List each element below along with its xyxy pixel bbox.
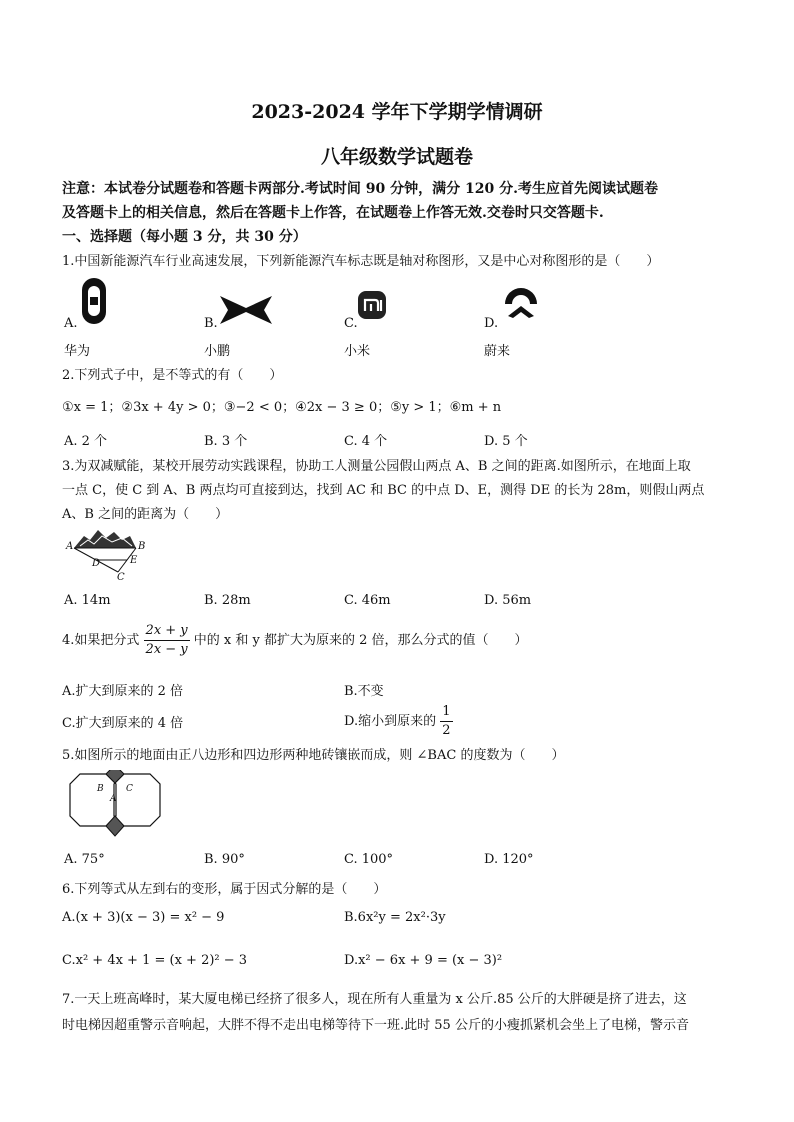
q2-option-b: B. 3 个 xyxy=(204,434,248,449)
q1-stem: 1.中国新能源汽车行业高速发展，下列新能源汽车标志既是轴对称图形，又是中心对称图形的是（ ） xyxy=(62,254,660,269)
exam-subtitle: 八年级数学试题卷 xyxy=(320,146,473,168)
q6-option-b: B.6x²y = 2x²·3y xyxy=(344,910,446,925)
q1-option-a: A. xyxy=(64,316,78,331)
q5-option-b: B. 90° xyxy=(204,852,245,867)
q7-line-1: 7.一天上班高峰时，某大厦电梯已经挤了很多人，现在所有人重量为 x 公斤.85 公斤的大胖硬是挤了进去，这 xyxy=(62,992,687,1007)
q5-label-a: A xyxy=(110,794,117,804)
notice-line-2: 及答题卡上的相关信息，然后在答题卡上作答，在试题卷上作答无效.交卷时只交答题卡. xyxy=(62,205,604,221)
q4-d-num: 1 xyxy=(440,703,452,722)
q3-label-a: A xyxy=(66,541,74,552)
q4-option-d-text: D.缩小到原来的 xyxy=(344,714,437,729)
q3-option-b: B. 28m xyxy=(204,593,251,608)
q6-option-d: D.x² − 6x + 9 = (x − 3)² xyxy=(344,953,503,968)
q4-frac-den: 2x − y xyxy=(145,642,188,657)
q3-line-3: A、B 之间的距离为（ ） xyxy=(62,507,229,522)
q6-option-c: C.x² + 4x + 1 = (x + 2)² − 3 xyxy=(62,953,248,968)
q4-stem-pre: 4.如果把分式 xyxy=(62,633,140,648)
q4-option-a: A.扩大到原来的 2 倍 xyxy=(62,684,184,699)
q4-d-den: 2 xyxy=(442,723,451,738)
section-heading: 一、选择题（每小题 3 分，共 30 分） xyxy=(62,229,307,245)
mountain-figure xyxy=(62,526,152,584)
q6-option-a: A.(x + 3)(x − 3) = x² − 9 xyxy=(62,910,225,925)
q1-name-c: 小米 xyxy=(344,344,371,359)
q4-option-c: C.扩大到原来的 4 倍 xyxy=(62,716,184,731)
octagon-tiling-figure xyxy=(66,770,164,840)
q3-label-b: B xyxy=(138,541,146,552)
q2-option-a: A. 2 个 xyxy=(64,434,108,449)
logo-b-icon xyxy=(218,294,274,326)
q5-option-c: C. 100° xyxy=(344,852,394,867)
q3-option-d: D. 56m xyxy=(484,593,532,608)
q4-option-d-fraction xyxy=(440,703,452,740)
q2-expressions: ①x = 1；②3x + 4y > 0；③−2 < 0；④2x − 3 ≥ 0；⑤y > 1；⑥m + n xyxy=(62,400,502,415)
q2-option-d: D. 5 个 xyxy=(484,434,528,449)
q4-stem xyxy=(62,622,528,659)
q1-option-b: B. xyxy=(204,316,218,331)
q3-label-c: C xyxy=(117,572,125,583)
q3-option-a: A. 14m xyxy=(64,593,111,608)
q2-option-c: C. 4 个 xyxy=(344,434,388,449)
q6-stem: 6.下列等式从左到右的变形，属于因式分解的是（ ） xyxy=(62,882,387,897)
q5-option-d: D. 120° xyxy=(484,852,534,867)
q7-line-2: 时电梯因超重警示音响起，大胖不得不走出电梯等待下一班.此时 55 公斤的小瘦抓紧机会坐上了电梯，警示音 xyxy=(62,1018,689,1033)
q3-label-e: E xyxy=(130,555,138,566)
q3-line-1: 3.为双减赋能，某校开展劳动实践课程，协助工人测量公园假山两点 A、B 之间的距离.如图所示，在地面上取 xyxy=(62,459,691,474)
q5-option-a: A. 75° xyxy=(64,852,105,867)
q4-stem-post: 中的 x 和 y 都扩大为原来的 2 倍，那么分式的值（ ） xyxy=(193,633,528,648)
q3-label-d: D xyxy=(92,558,101,569)
q3-line-2: 一点 C，使 C 到 A、B 两点均可直接到达，找到 AC 和 BC 的中点 D、E，测得 DE 的长为 28m，则假山两点 xyxy=(62,483,705,498)
q4-frac-num: 2x + y xyxy=(144,622,190,641)
q1-option-c: C. xyxy=(344,316,358,331)
q1-option-d: D. xyxy=(484,316,499,331)
q4-option-d xyxy=(344,703,453,740)
q5-stem: 5.如图所示的地面由正八边形和四边形两种地砖镶嵌而成，则 ∠BAC 的度数为（ ） xyxy=(62,748,565,763)
q1-name-b: 小鹏 xyxy=(204,344,231,359)
notice-line-1: 注意：本试卷分试题卷和答题卡两部分.考试时间 90 分钟，满分 120 分.考生应首先阅读试题卷 xyxy=(62,181,658,197)
q2-stem: 2.下列式子中，是不等式的有（ ） xyxy=(62,368,283,383)
logo-a-icon xyxy=(80,276,108,326)
q4-option-b: B.不变 xyxy=(344,684,384,699)
q3-option-c: C. 46m xyxy=(344,593,391,608)
q1-name-d: 蔚来 xyxy=(484,344,511,359)
q5-label-b: B xyxy=(97,784,104,794)
q4-fraction xyxy=(144,622,190,659)
q5-label-c: C xyxy=(126,784,133,794)
exam-title: 2023-2024 学年下学期学情调研 xyxy=(251,101,543,123)
logo-d-icon xyxy=(502,286,540,320)
logo-c-icon xyxy=(357,290,387,320)
q1-name-a: 华为 xyxy=(64,344,91,359)
